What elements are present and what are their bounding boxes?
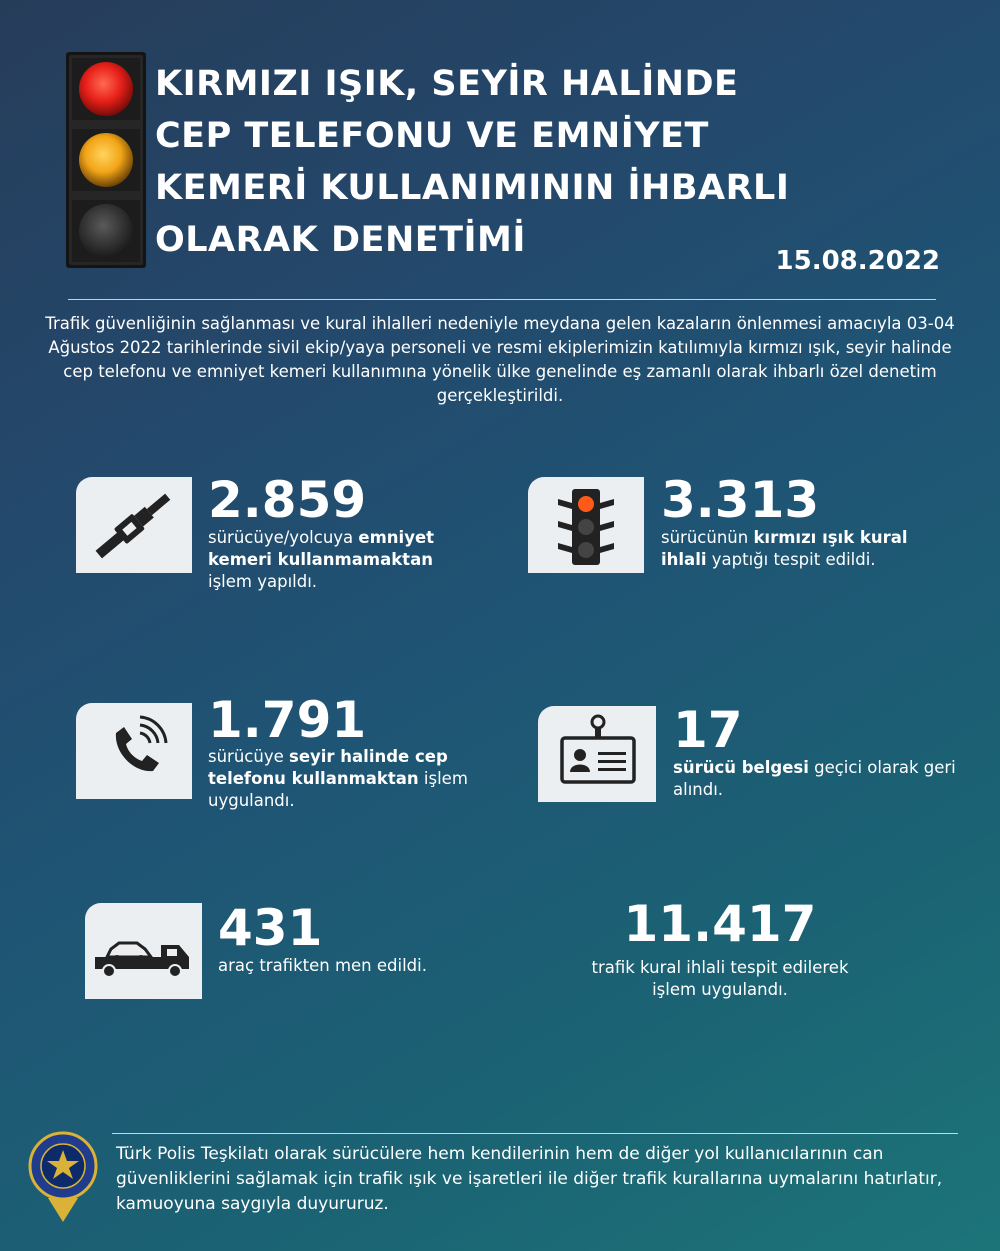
date: 15.08.2022 — [775, 246, 940, 276]
id-card-icon — [538, 706, 656, 802]
tow-truck-icon — [85, 903, 202, 999]
footer-text: Türk Polis Teşkilatı olarak sürücülere hem kendilerinin hem de diğer yol kullanıcılarının can güvenliklerini sağlamak için trafik ışık ve işaretleri ile diğer trafik kurallarına uymalarını hatırlatır, kamuoyuna saygıyla duyururuz. — [116, 1144, 943, 1214]
towed-description: araç trafikten men edildi. — [218, 956, 427, 975]
phone-desc-post: işlem uygulandı. — [208, 769, 468, 810]
redlight-description — [661, 527, 951, 571]
title-line-2: CEP TELEFONU VE EMNİYET — [155, 116, 709, 156]
phone-value: 1.791 — [208, 691, 367, 749]
license-desc-post: geçici olarak geri alındı. — [673, 758, 956, 799]
police-badge-icon — [28, 1128, 98, 1224]
license-value: 17 — [673, 701, 743, 759]
total-description: trafik kural ihlali tespit edilerek işlem uygulandı. — [591, 958, 849, 999]
redlight-desc-pre: sürücünün — [661, 528, 754, 547]
seatbelt-desc-pre: sürücüye/yolcuya — [208, 528, 359, 547]
license-desc-bold: sürücü belgesi — [673, 758, 809, 777]
total-value: 11.417 — [623, 895, 817, 953]
header-divider — [68, 299, 936, 300]
intro-paragraph: Trafik güvenliğinin sağlanması ve kural ihlalleri nedeniyle meydana gelen kazaların önlenmesi amacıyla 03-04 Ağustos 2022 tarihlerinde sivil ekip/yaya personeli ve resmi ekiplerimizin katılımıyla kırmızı ışık, seyir halinde cep telefonu ve emniyet kemeri kullanımına yönelik ülke genelinde eş zamanlı olarak ihbarlı özel denetim gerçekleştirildi. — [45, 314, 955, 405]
title-line-3: KEMERİ KULLANIMININ İHBARLI — [155, 168, 790, 208]
redlight-value: 3.313 — [661, 471, 820, 529]
license-description — [673, 757, 963, 801]
page-title — [155, 58, 855, 266]
seatbelt-desc-post: işlem yapıldı. — [208, 572, 318, 591]
traffic-light-graphic — [66, 52, 146, 268]
title-line-4: OLARAK DENETİMİ — [155, 220, 526, 260]
seatbelt-icon — [76, 477, 192, 573]
seatbelt-value: 2.859 — [208, 471, 367, 529]
redlight-desc-post: yaptığı tespit edildi. — [706, 550, 876, 569]
redlight-desc-bold: kırmızı ışık kural ihlali — [661, 528, 908, 569]
phone-icon — [76, 703, 192, 799]
footer-divider — [112, 1133, 958, 1134]
seatbelt-desc-bold: emniyet kemeri kullanmamaktan — [208, 528, 435, 569]
phone-desc-bold: seyir halinde cep telefonu kullanmaktan — [208, 747, 448, 788]
traffic-light-icon — [528, 477, 644, 573]
title-line-1: KIRMIZI IŞIK, SEYİR HALİNDE — [155, 64, 739, 104]
phone-description — [208, 746, 498, 812]
seatbelt-description — [208, 527, 478, 593]
towed-value: 431 — [218, 899, 323, 957]
phone-desc-pre: sürücüye — [208, 747, 289, 766]
